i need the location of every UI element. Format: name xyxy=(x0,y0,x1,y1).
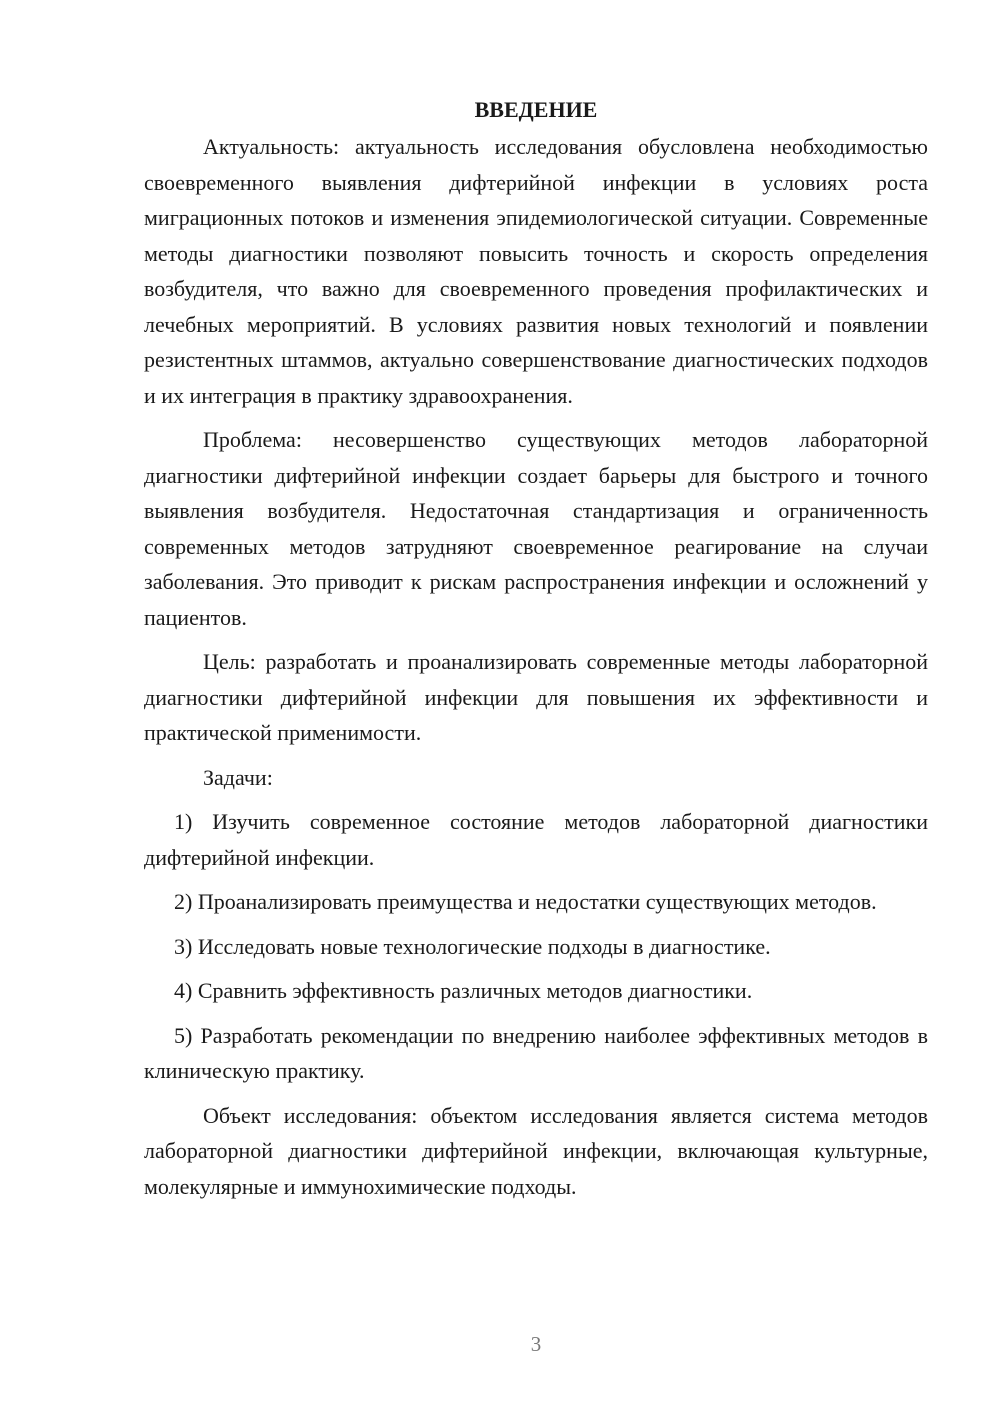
task-item-2: 2) Проанализировать преимущества и недостатки существующих методов. xyxy=(174,889,877,914)
problem-paragraph: Проблема: несовершенство существующих методов лабораторной диагностики дифтерийной инфекции создает барьеры для быстрого и точного выявления возбудителя. Недостаточная стандартизация и ограниченность современных методов затрудняют своевременное реагирование на случаи заболевания. Это приводит к рискам распространения инфекции и осложнений у пациентов. xyxy=(144,427,928,630)
document-page xyxy=(144,92,928,1204)
tasks-label: Задачи: xyxy=(203,764,273,790)
task-item-4: 4) Сравнить эффективность различных методов диагностики. xyxy=(174,978,753,1003)
task-item-3: 3) Исследовать новые технологические подходы в диагностике. xyxy=(174,933,771,959)
task-item-1: 1) Изучить современное состояние методов лабораторной диагностики дифтерийной инфекции. xyxy=(144,809,928,870)
page-number: 3 xyxy=(530,1332,542,1356)
relevance-paragraph: Актуальность: актуальность исследования обусловлена необходимостью своевременного выявления дифтерийной инфекции в условиях роста миграционных потоков и изменения эпидемиологической ситуации. Современные методы диагностики позволяют повысить точность и скорость определения возбудителя, что важно для своевременного проведения профилактических и лечебных мероприятий. В условиях развития новых технологий и появлении резистентных штаммов, актуально совершенствование диагностических подходов и их интеграция в практику здравоохранения. xyxy=(144,134,928,408)
goal-paragraph: Цель: разработать и проанализировать современные методы лабораторной диагностики дифтерийной инфекции для повышения их эффективности и практической применимости. xyxy=(144,649,928,745)
section-heading: ВВЕДЕНИЕ xyxy=(474,97,598,122)
task-item-5: 5) Разработать рекомендации по внедрению наиболее эффективных методов в клиническую практику. xyxy=(144,1022,928,1083)
object-paragraph: Объект исследования: объектом исследования является система методов лабораторной диагностики дифтерийной инфекции, включающая культурные, молекулярные и иммунохимические подходы. xyxy=(144,1102,928,1199)
